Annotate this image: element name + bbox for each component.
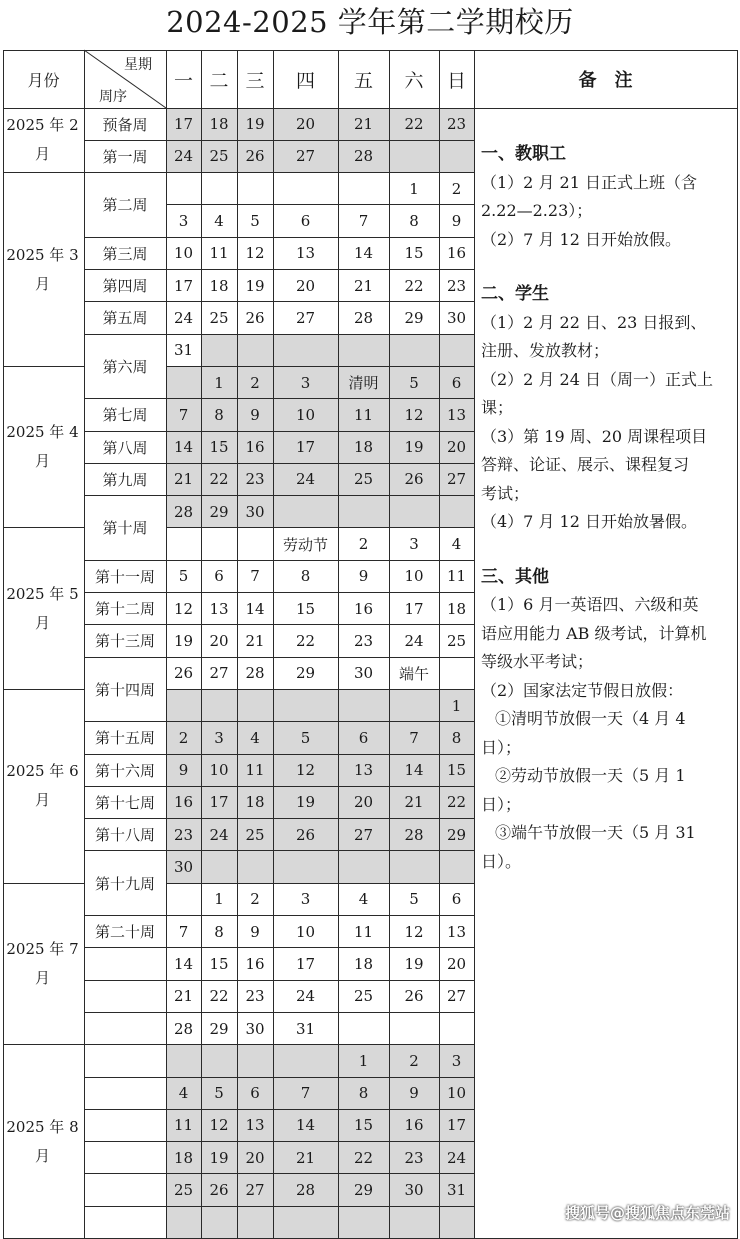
day-cell: 7	[273, 1077, 338, 1109]
day-cell: 18	[446, 599, 467, 618]
day-cell: 19	[404, 954, 424, 973]
day-cell: 29	[209, 1019, 229, 1038]
day-cell: 21	[166, 463, 201, 495]
day-cell: 11	[353, 922, 374, 941]
day-cell: 9	[237, 399, 273, 431]
day-cell: 29	[295, 664, 316, 683]
day-cell: 14	[166, 431, 201, 463]
day-cell: 9	[389, 1077, 439, 1109]
day-cell: 25	[338, 463, 389, 495]
day-cell: 18	[209, 276, 229, 295]
day-cell: 23	[237, 463, 273, 495]
day-cell: 24	[404, 631, 424, 650]
week-label: 第九周	[102, 470, 148, 489]
header-day-thu: 四	[295, 69, 315, 92]
day-cell: 27	[439, 463, 474, 495]
day-cell: 13	[209, 599, 229, 618]
day-cell: 3	[178, 212, 189, 231]
day-cell: 25	[446, 631, 467, 650]
day-cell: 8	[338, 1077, 389, 1109]
day-cell: 8	[300, 567, 311, 586]
day-cell: 21	[338, 108, 389, 140]
notes-line: （2）2 月 24 日（周一）正式上	[481, 369, 713, 389]
day-cell: 18	[237, 786, 273, 818]
week-label: 第八周	[102, 438, 148, 457]
notes-line: （1）2 月 22 日、23 日报到、	[481, 312, 707, 332]
header-month: 月份	[27, 70, 60, 90]
day-cell: 22	[209, 987, 229, 1006]
day-cell: 21	[273, 1142, 338, 1174]
notes-line: （2）国家法定节假日放假：	[481, 680, 684, 700]
week-label: 第十一周	[94, 567, 155, 586]
month-label: 2025 年 5 月	[6, 584, 79, 632]
day-cell: 29	[338, 1174, 389, 1206]
day-cell: 8	[439, 722, 474, 754]
day-cell: 7	[178, 922, 189, 941]
day-cell: 12	[389, 399, 439, 431]
week-label: 第十四周	[94, 680, 155, 699]
notes-panel	[481, 140, 731, 876]
day-cell: 18	[353, 954, 374, 973]
page-title: 2024-2025 学年第二学期校历	[166, 5, 574, 39]
day-cell: 28	[353, 308, 374, 327]
day-cell: 13	[338, 754, 389, 786]
day-cell: 9	[451, 212, 462, 231]
notes-line: 日）；	[481, 794, 522, 814]
day-cell: 30	[237, 496, 273, 528]
day-cell: 24	[439, 1142, 474, 1174]
day-cell: 20	[295, 276, 316, 295]
day-cell: 27	[273, 140, 338, 172]
day-cell: 9	[166, 754, 201, 786]
day-cell: 17	[439, 1109, 474, 1141]
day-cell: 13	[237, 1109, 273, 1141]
day-cell: 11	[338, 399, 389, 431]
day-cell: 19	[273, 786, 338, 818]
week-label: 第二周	[102, 196, 148, 215]
header-day-fri: 五	[353, 69, 373, 92]
week-label: 预备周	[102, 115, 148, 134]
day-cell: 2	[166, 722, 201, 754]
week-label: 第十九周	[94, 874, 155, 893]
day-cell: 8	[214, 922, 224, 941]
header-day-sat: 六	[404, 69, 424, 92]
day-cell: 14	[389, 754, 439, 786]
day-cell: 5	[389, 366, 439, 398]
day-cell: 16	[245, 954, 265, 973]
day-cell: 26	[404, 987, 424, 1006]
day-cell: 28	[173, 1019, 194, 1038]
day-cell: 4	[358, 890, 369, 909]
day-cell: 31	[295, 1019, 316, 1038]
notes-line: 日）；	[481, 737, 522, 757]
notes-section-students-title: 二、学生	[481, 284, 549, 304]
day-cell: 23	[389, 1142, 439, 1174]
day-cell: 17	[295, 954, 316, 973]
day-cell: 20	[209, 631, 229, 650]
day-cell: 27	[338, 819, 389, 851]
notes-line: 考试；	[481, 483, 530, 503]
day-cell: 5	[201, 1077, 237, 1109]
day-cell: 5	[250, 212, 260, 231]
day-cell: 9	[250, 922, 260, 941]
day-cell: 20	[439, 431, 474, 463]
day-cell: 8	[201, 399, 237, 431]
month-label: 2025 年 7 月	[6, 939, 79, 987]
day-cell: 3	[201, 722, 237, 754]
month-label: 2025 年 2 月	[6, 116, 79, 164]
day-cell: 4	[237, 722, 273, 754]
day-cell: 17	[173, 276, 194, 295]
day-cell: 10	[201, 754, 237, 786]
day-cell: 24	[273, 463, 338, 495]
day-cell: 11	[166, 1109, 201, 1141]
day-cell: 31	[173, 341, 194, 360]
day-cell: 19	[201, 1142, 237, 1174]
day-cell: 17	[404, 599, 424, 618]
day-cell: 27	[209, 664, 229, 683]
day-cell: 20	[338, 786, 389, 818]
day-cell: 4	[214, 212, 224, 231]
notes-line: （3）第 19 周、20 周课程项目	[481, 426, 708, 446]
day-cell: 26	[245, 308, 265, 327]
notes-section-other-title: 三、其他	[481, 566, 549, 587]
day-cell: 28	[338, 140, 389, 172]
day-cell: 6	[451, 890, 462, 909]
day-cell: 2	[389, 1045, 439, 1077]
notes-line: 答辩、论证、展示、课程复习	[481, 455, 690, 474]
day-cell: 23	[439, 108, 474, 140]
day-cell: 11	[446, 567, 467, 586]
day-cell: 1	[214, 890, 224, 909]
day-cell: 15	[201, 431, 237, 463]
day-cell: 20	[446, 954, 467, 973]
header-week-order-label: 周序	[99, 89, 127, 105]
day-cell: 12	[173, 599, 194, 618]
day-cell: 6	[214, 567, 224, 586]
day-cell: 22	[404, 276, 424, 295]
day-cell: 28	[245, 664, 265, 683]
week-label: 第十七周	[94, 793, 155, 812]
day-cell: 11	[237, 754, 273, 786]
day-cell: 27	[446, 987, 467, 1006]
day-cell: 2	[451, 179, 462, 198]
day-cell: 16	[446, 244, 467, 263]
day-cell: 15	[404, 244, 424, 263]
notes-line: ①清明节放假一天（4 月 4	[495, 709, 686, 728]
day-cell: 16	[389, 1109, 439, 1141]
day-cell: 1	[439, 689, 474, 721]
day-cell: 22	[389, 108, 439, 140]
day-cell: 9	[358, 567, 369, 586]
day-cell: 15	[209, 954, 229, 973]
week-label: 第五周	[102, 309, 148, 328]
day-cell: 6	[439, 366, 474, 398]
day-cell: 12	[201, 1109, 237, 1141]
day-cell: 劳动节	[282, 535, 328, 554]
day-cell: 端午	[398, 664, 429, 683]
week-label: 第十六周	[94, 761, 155, 780]
day-cell: 7	[389, 722, 439, 754]
day-cell: 14	[353, 244, 374, 263]
day-cell: 27	[295, 308, 316, 327]
day-cell: 27	[237, 1174, 273, 1206]
notes-line: 2.22—2.23）；	[481, 201, 593, 220]
day-cell: 26	[389, 463, 439, 495]
day-cell: 24	[173, 308, 194, 327]
day-cell: 22	[201, 463, 237, 495]
day-cell: 10	[404, 567, 424, 586]
day-cell: 24	[201, 819, 237, 851]
notes-line: 日）。	[481, 851, 522, 871]
day-cell: 16	[166, 786, 201, 818]
notes-line: （1）6 月一英语四、六级和英	[481, 595, 699, 614]
day-cell: 24	[295, 987, 316, 1006]
day-cell: 15	[439, 754, 474, 786]
day-cell: 17	[201, 786, 237, 818]
day-cell: 17	[166, 108, 201, 140]
day-cell: 29	[404, 308, 424, 327]
day-cell: 19	[245, 276, 265, 295]
day-cell: 25	[209, 308, 229, 327]
day-cell: 10	[439, 1077, 474, 1109]
day-cell: 26	[173, 664, 194, 683]
day-cell: 6	[338, 722, 389, 754]
notes-line: ③端午节放假一天（5 月 31	[495, 823, 696, 842]
header-day-mon: 一	[173, 69, 193, 92]
day-cell: 21	[389, 786, 439, 818]
notes-line: 课；	[481, 398, 514, 417]
day-cell: 6	[300, 212, 311, 231]
day-cell: 7	[358, 212, 369, 231]
day-cell: 26	[237, 140, 273, 172]
header-notes: 备 注	[578, 70, 633, 91]
day-cell: 19	[237, 108, 273, 140]
day-cell: 25	[201, 140, 237, 172]
day-cell: 1	[201, 366, 237, 398]
day-cell: 7	[250, 567, 260, 586]
day-cell: 14	[273, 1109, 338, 1141]
day-cell: 4	[166, 1077, 201, 1109]
day-cell: 20	[237, 1142, 273, 1174]
day-cell: 10	[295, 922, 316, 941]
day-cell: 20	[273, 108, 338, 140]
month-label: 2025 年 3 月	[6, 245, 79, 293]
day-cell: 23	[245, 987, 265, 1006]
day-cell: 清明	[338, 366, 389, 398]
day-cell: 23	[166, 819, 201, 851]
day-cell: 30	[166, 851, 201, 883]
day-cell: 28	[389, 819, 439, 851]
day-cell: 26	[273, 819, 338, 851]
day-cell: 18	[338, 431, 389, 463]
day-cell: 15	[295, 599, 316, 618]
day-cell: 12	[273, 754, 338, 786]
day-cell: 5	[273, 722, 338, 754]
week-label: 第十八周	[94, 826, 155, 845]
day-cell: 21	[173, 987, 194, 1006]
day-cell: 2	[358, 535, 369, 554]
header-day-tue: 二	[209, 69, 229, 92]
day-cell: 30	[446, 308, 467, 327]
day-cell: 10	[273, 399, 338, 431]
day-cell: 11	[209, 244, 229, 263]
day-cell: 2	[250, 890, 260, 909]
week-label: 第三周	[102, 244, 148, 263]
day-cell: 23	[353, 631, 374, 650]
day-cell: 16	[353, 599, 374, 618]
day-cell: 10	[173, 244, 194, 263]
day-cell: 22	[295, 631, 316, 650]
day-cell: 12	[404, 922, 424, 941]
day-cell: 22	[338, 1142, 389, 1174]
week-label: 第十五周	[94, 729, 155, 748]
day-cell: 3	[439, 1045, 474, 1077]
day-cell: 4	[451, 535, 462, 554]
header-day-wed: 三	[245, 69, 265, 92]
notes-line: （1）2 月 21 日正式上班（含	[481, 172, 697, 192]
header-weekday-label: 星期	[124, 57, 152, 73]
day-cell: 21	[353, 276, 374, 295]
day-cell: 28	[166, 496, 201, 528]
header-day-sun: 日	[446, 69, 466, 92]
day-cell: 7	[166, 399, 201, 431]
day-cell: 30	[353, 664, 374, 683]
week-label: 第六周	[102, 357, 148, 376]
notes-line: （2）7 月 12 日开始放假。	[481, 229, 681, 249]
notes-section-staff-title: 一、教职工	[481, 144, 566, 164]
day-cell: 13	[439, 399, 474, 431]
day-cell: 5	[409, 890, 419, 909]
day-cell: 17	[273, 431, 338, 463]
notes-line: 注册、发放教材；	[481, 341, 610, 360]
watermark: 搜狐号@搜狐焦点东莞站	[564, 1204, 730, 1222]
day-cell: 24	[166, 140, 201, 172]
day-cell: 3	[409, 535, 419, 554]
day-cell: 19	[173, 631, 194, 650]
month-label: 2025 年 8 月	[6, 1117, 79, 1165]
day-cell: 29	[439, 819, 474, 851]
day-cell: 18	[201, 108, 237, 140]
day-cell: 26	[201, 1174, 237, 1206]
day-cell: 8	[409, 212, 419, 231]
day-cell: 14	[245, 599, 265, 618]
day-cell: 29	[201, 496, 237, 528]
day-cell: 13	[295, 244, 316, 263]
day-cell: 25	[237, 819, 273, 851]
day-cell: 28	[273, 1174, 338, 1206]
day-cell: 25	[166, 1174, 201, 1206]
day-cell: 1	[338, 1045, 389, 1077]
day-cell: 16	[237, 431, 273, 463]
day-cell: 18	[166, 1142, 201, 1174]
day-cell: 3	[273, 366, 338, 398]
day-cell: 23	[446, 276, 467, 295]
day-cell: 1	[409, 179, 419, 198]
month-label: 2025 年 4 月	[6, 423, 79, 471]
day-cell: 14	[173, 954, 194, 973]
notes-line: （4）7 月 12 日开始放暑假。	[481, 512, 697, 531]
day-cell: 19	[389, 431, 439, 463]
day-cell: 5	[178, 567, 189, 586]
day-cell: 15	[338, 1109, 389, 1141]
notes-line: ②劳动节放假一天（5 月 1	[495, 766, 686, 785]
notes-line: 语应用能力 AB 级考试，计算机	[481, 623, 707, 643]
month-label: 2025 年 6 月	[6, 762, 79, 810]
notes-line: 等级水平考试；	[481, 652, 594, 671]
week-label: 第四周	[102, 277, 148, 296]
week-label: 第十二周	[94, 600, 155, 619]
day-cell: 25	[353, 987, 374, 1006]
week-label: 第二十周	[94, 923, 155, 942]
day-cell: 22	[439, 786, 474, 818]
week-label: 第七周	[102, 406, 148, 425]
week-label: 第十三周	[94, 632, 155, 651]
day-cell: 12	[245, 244, 265, 263]
day-cell: 3	[300, 890, 311, 909]
day-cell: 13	[446, 922, 467, 941]
day-cell: 30	[389, 1174, 439, 1206]
week-label: 第十周	[102, 519, 148, 538]
day-cell: 30	[245, 1019, 265, 1038]
day-cell: 2	[237, 366, 273, 398]
day-cell: 31	[439, 1174, 474, 1206]
day-cell: 21	[245, 631, 265, 650]
day-cell: 6	[237, 1077, 273, 1109]
week-label: 第一周	[102, 147, 148, 166]
